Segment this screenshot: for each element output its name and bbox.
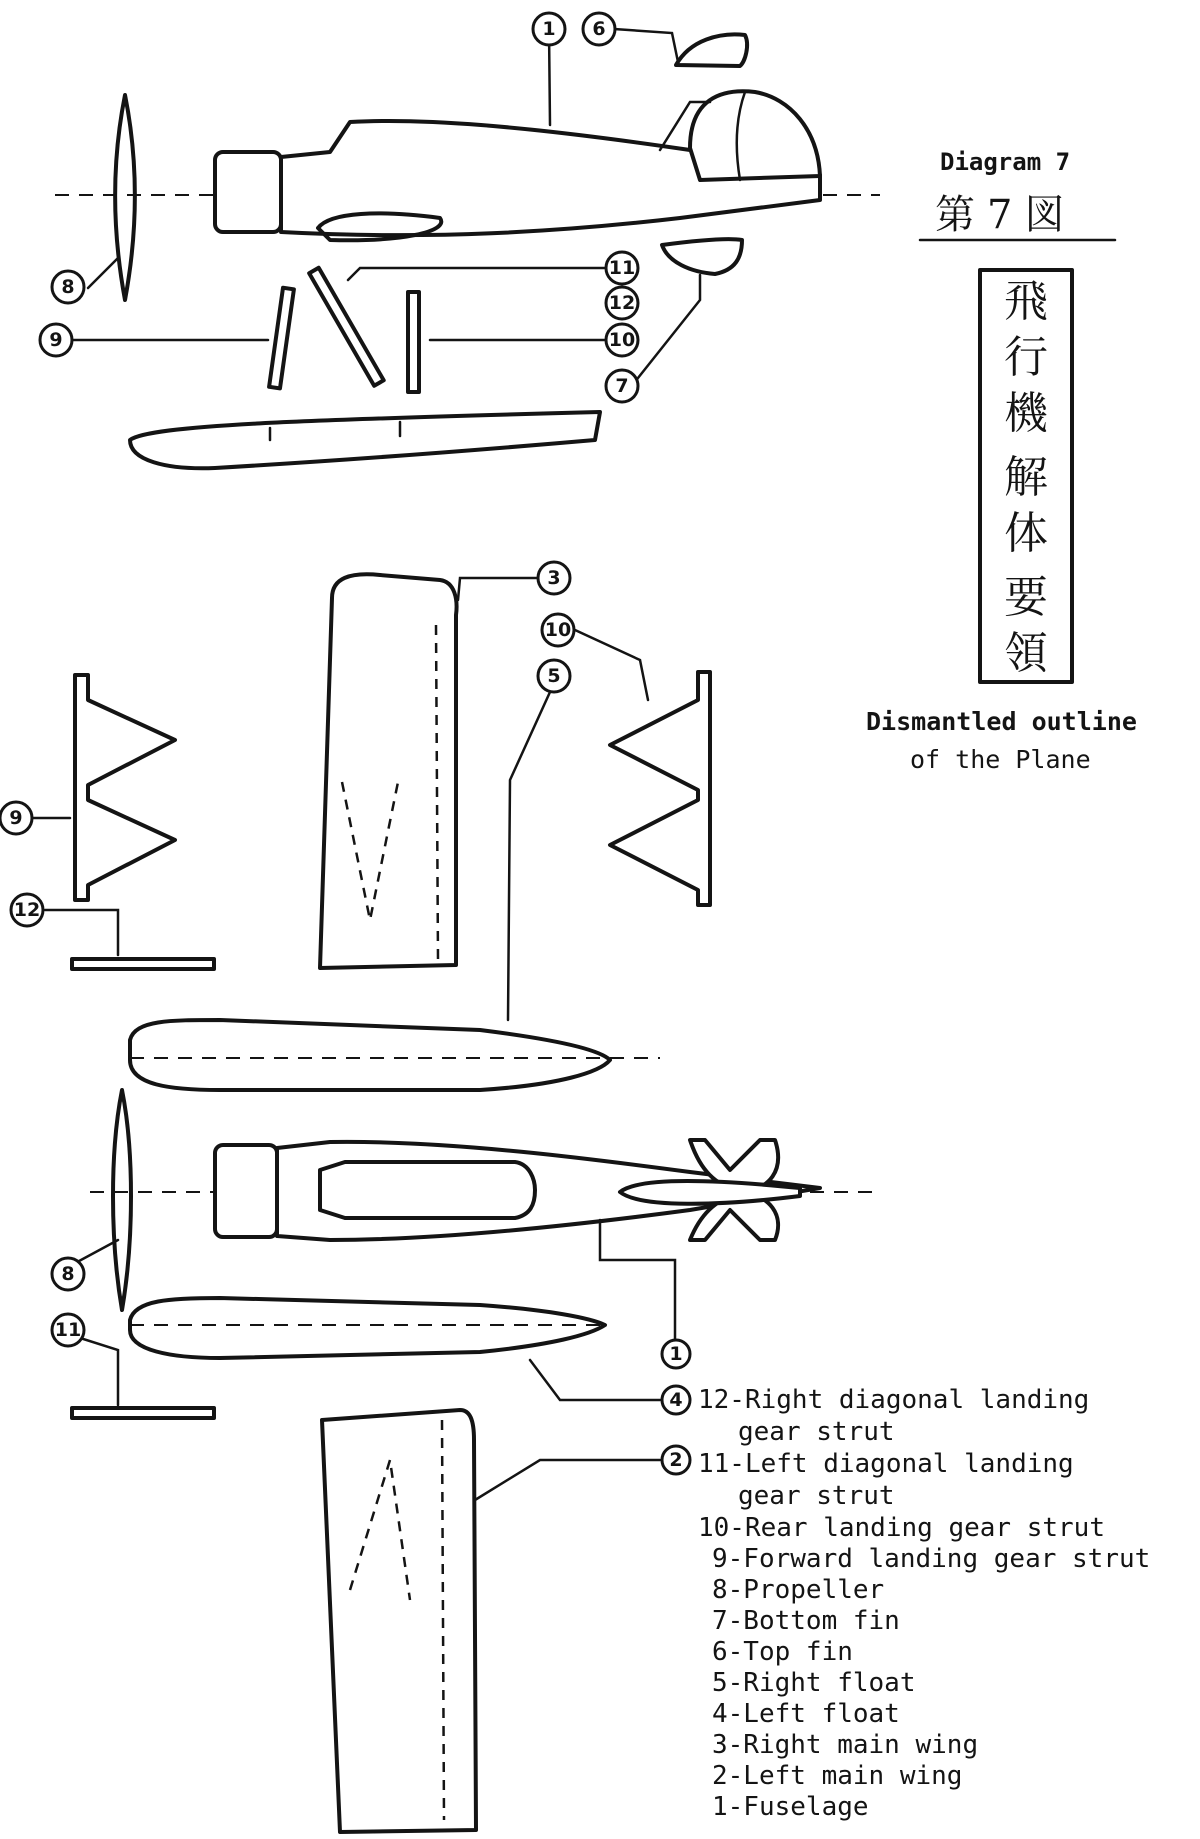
side-view-propeller [115, 95, 135, 300]
right-diagonal-strut [72, 959, 214, 969]
callout-9-side [40, 324, 72, 356]
callout-6 [583, 13, 615, 45]
svg-text:解: 解 [1004, 452, 1048, 503]
side-view-top-fin [676, 34, 747, 66]
svg-text:11: 11 [54, 1319, 82, 1341]
callout-11-top [52, 1314, 84, 1346]
legend-item-5: 5-Right float [712, 1668, 916, 1698]
svg-text:飛: 飛 [1004, 276, 1048, 327]
svg-text:8: 8 [61, 1263, 75, 1285]
callout-12-top [11, 894, 43, 926]
diagram-title: Diagram 7 [940, 148, 1071, 176]
callout-5 [538, 660, 570, 692]
legend-item-10: 10-Rear landing gear strut [698, 1513, 1105, 1543]
svg-text:3: 3 [547, 567, 561, 589]
side-view [55, 34, 880, 468]
legend-item-1: 1-Fuselage [712, 1792, 869, 1822]
callout-3 [538, 562, 570, 594]
callout-1-bottom [662, 1340, 690, 1368]
svg-text:11: 11 [608, 257, 636, 279]
legend-item-12-cont: gear strut [738, 1417, 895, 1447]
top-view-cockpit [320, 1162, 535, 1218]
legend-item-4: 4-Left float [712, 1699, 900, 1729]
svg-text:12: 12 [13, 899, 41, 921]
legend-item-12: 12-Right diagonal landing [698, 1385, 1090, 1415]
svg-text:行: 行 [1004, 332, 1048, 383]
callout-8-top [52, 1258, 84, 1290]
callout-8-side [52, 271, 84, 303]
side-view-bottom-fin [662, 239, 742, 274]
side-view-float [130, 412, 600, 468]
rear-landing-gear-strut [610, 672, 710, 905]
callout-11-side [606, 252, 638, 284]
svg-text:1: 1 [542, 18, 556, 40]
svg-text:4: 4 [669, 1389, 683, 1411]
svg-text:10: 10 [608, 329, 636, 351]
diagram-title-japanese: 第7図 [935, 192, 1077, 238]
side-view-forward-strut [269, 288, 294, 389]
legend-item-3: 3-Right main wing [712, 1730, 979, 1760]
forward-landing-gear-strut [75, 675, 175, 900]
top-view-rudder [620, 1181, 800, 1204]
svg-text:機: 機 [1004, 388, 1048, 439]
callout-1-top [533, 13, 565, 45]
legend-item-7: 7-Bottom fin [712, 1606, 900, 1636]
left-diagonal-strut [72, 1408, 214, 1418]
legend [698, 1385, 1150, 1822]
svg-text:9: 9 [9, 807, 23, 829]
svg-text:6: 6 [592, 18, 606, 40]
side-view-rear-strut [408, 292, 419, 392]
svg-text:要: 要 [1004, 572, 1048, 623]
left-float [130, 1298, 605, 1358]
caption-line-2: of the Plane [910, 745, 1091, 774]
callout-9-top [0, 802, 32, 834]
svg-text:9: 9 [49, 329, 63, 351]
svg-text:12: 12 [608, 292, 636, 314]
top-view-cowling [215, 1145, 277, 1237]
legend-item-11-cont: gear strut [738, 1481, 895, 1511]
legend-item-8: 8-Propeller [712, 1575, 885, 1605]
callout-10-side [606, 324, 638, 356]
callout-10-top [542, 614, 574, 646]
japanese-vertical-text [1004, 276, 1049, 679]
svg-text:10: 10 [544, 619, 572, 641]
legend-item-9: 9-Forward landing gear strut [712, 1544, 1151, 1574]
legend-item-2: 2-Left main wing [712, 1761, 963, 1791]
top-view-propeller [113, 1090, 131, 1310]
callout-2 [662, 1446, 690, 1474]
side-view-vertical-tail [690, 91, 820, 180]
svg-text:1: 1 [669, 1343, 683, 1365]
legend-item-6: 6-Top fin [712, 1637, 853, 1667]
legend-item-11: 11-Left diagonal landing [698, 1449, 1074, 1479]
side-view-diagonal-strut [309, 268, 384, 386]
caption-line-1: Dismantled outline [866, 707, 1137, 736]
svg-text:2: 2 [669, 1449, 683, 1471]
left-main-wing [322, 1410, 476, 1832]
side-view-engine-cowling [215, 152, 281, 232]
svg-text:8: 8 [61, 276, 75, 298]
svg-text:5: 5 [547, 665, 561, 687]
svg-text:領: 領 [1004, 628, 1048, 679]
right-float [130, 1020, 610, 1090]
callout-12-side [606, 287, 638, 319]
svg-text:7: 7 [615, 375, 629, 397]
callout-7 [606, 370, 638, 402]
callout-4 [662, 1386, 690, 1414]
svg-text:体: 体 [1004, 508, 1048, 559]
